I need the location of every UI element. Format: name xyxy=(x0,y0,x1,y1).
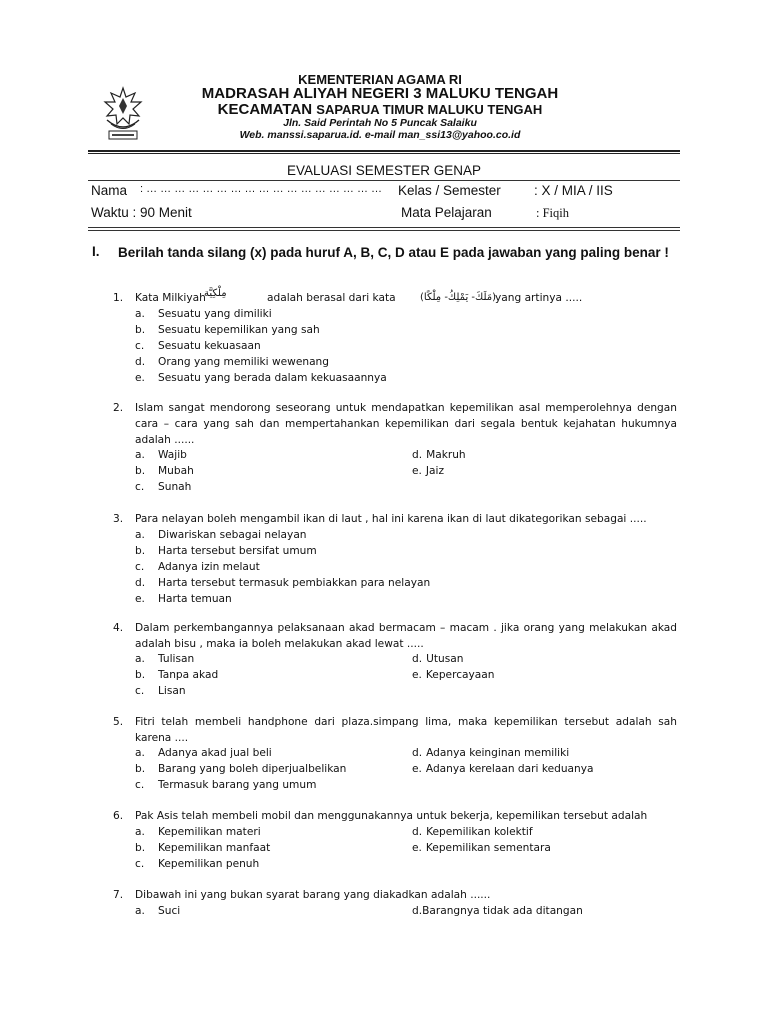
class-value: : X / MIA / IIS xyxy=(534,183,613,198)
option-a[interactable]: a. Tulisan xyxy=(135,653,195,665)
option-b[interactable]: b. Sesuatu kepemilikan yang sah xyxy=(135,324,320,336)
option-d[interactable]: d. Adanya keinginan memiliki xyxy=(412,747,570,759)
option-e[interactable]: e. Kepercayaan xyxy=(412,669,495,681)
option-d[interactable]: d. Kepemilikan kolektif xyxy=(412,826,533,838)
option-a[interactable]: a. Wajib xyxy=(135,449,187,461)
question-stem-start: Kata Milkiyah xyxy=(135,292,206,304)
question-number: 2. xyxy=(113,402,124,414)
subject-label: Mata Pelajaran xyxy=(401,205,492,220)
option-b[interactable]: b. Kepemilikan manfaat xyxy=(135,842,271,854)
option-e[interactable]: e. Harta temuan xyxy=(135,593,232,605)
school-web-email: Web. manssi.saparua.id. e-mail man_ssi13@yahoo.co.id xyxy=(239,129,521,141)
option-c[interactable]: c. Kepemilikan penuh xyxy=(135,858,260,870)
option-a[interactable]: a. Kepemilikan materi xyxy=(135,826,261,838)
exam-title: EVALUASI SEMESTER GENAP xyxy=(286,163,482,178)
option-c[interactable]: c. Adanya izin melaut xyxy=(135,561,260,573)
time-label: Waktu : 90 Menit xyxy=(91,205,192,220)
option-c[interactable]: c. Termasuk barang yang umum xyxy=(135,779,317,791)
option-b[interactable]: b. Mubah xyxy=(135,465,194,477)
option-e[interactable]: e. Adanya kerelaan dari keduanya xyxy=(412,763,594,775)
option-b[interactable]: b. Harta tersebut bersifat umum xyxy=(135,545,317,557)
section-number: I. xyxy=(92,244,100,259)
question-number: 5. xyxy=(113,716,124,728)
option-c[interactable]: c. Sesuatu kekuasaan xyxy=(135,340,261,352)
district-name: SAPARUA TIMUR MALUKU TENGAH xyxy=(316,102,543,117)
subject-value: : Fiqih xyxy=(536,206,569,220)
option-d[interactable]: d. Orang yang memiliki wewenang xyxy=(135,356,330,368)
ministry-name: KEMENTERIAN AGAMA RI xyxy=(298,72,462,87)
question-stem-end: yang artinya ..... xyxy=(495,292,583,304)
arabic-term: مِلْكِيَّة xyxy=(204,288,227,299)
district-line xyxy=(150,101,610,118)
question-number: 7. xyxy=(113,889,124,901)
question-number: 3. xyxy=(113,513,124,525)
kemenag-logo-icon xyxy=(97,86,149,142)
arabic-roots: (مَلَكَ- يَمْلِكُ- مِلْكًا) xyxy=(420,292,497,303)
question-number: 4. xyxy=(113,622,124,634)
name-label: Nama xyxy=(91,183,128,198)
option-e[interactable]: e. Jaiz xyxy=(412,465,445,477)
letterhead-rule-thin xyxy=(88,153,680,154)
letterhead-rule-thick xyxy=(88,150,680,152)
question-number: 1. xyxy=(113,292,124,304)
question-text: Islam sangat mendorong seseorang untuk mendapatkan kepemilikan asal memperolehnya dengan cara – cara yang sah dan mempertahankan kepemilikan dari segala bentuk kejahatan hukumnya adalah ...... xyxy=(135,402,677,446)
option-d[interactable]: d.Barangnya tidak ada ditangan xyxy=(412,905,583,917)
question-text: Fitri telah membeli handphone dari plaza.simpang lima, maka kepemilikan tersebut adalah sah karena .... xyxy=(135,716,677,744)
option-d[interactable]: d. Harta tersebut termasuk pembiakkan para nelayan xyxy=(135,577,431,589)
option-a[interactable]: a. Diwariskan sebagai nelayan xyxy=(135,529,307,541)
option-e[interactable]: e. Kepemilikan sementara xyxy=(412,842,551,854)
option-e[interactable]: e. Sesuatu yang berada dalam kekuasaannya xyxy=(135,372,387,384)
name-field[interactable]: : … … … … … … … … … … … … … … … … … xyxy=(140,183,383,195)
question-number: 6. xyxy=(113,810,124,822)
option-d[interactable]: d. Makruh xyxy=(412,449,466,461)
option-c[interactable]: c. Sunah xyxy=(135,481,192,493)
district-label: KECAMATAN xyxy=(217,101,313,118)
question-text: Para nelayan boleh mengambil ikan di laut , hal ini karena ikan di laut dikategorikan sebagai ..... xyxy=(135,513,647,525)
option-a[interactable]: a. Suci xyxy=(135,905,181,917)
title-rule xyxy=(88,180,680,181)
option-b[interactable]: b. Barang yang boleh diperjualbelikan xyxy=(135,763,347,775)
school-name: MADRASAH ALIYAH NEGERI 3 MALUKU TENGAH xyxy=(201,85,559,102)
question-text: Dibawah ini yang bukan syarat barang yang diakadkan adalah ...... xyxy=(135,889,491,901)
fields-rule-2 xyxy=(88,230,680,231)
option-b[interactable]: b. Tanpa akad xyxy=(135,669,219,681)
school-address: Jln. Said Perintah No 5 Puncak Salaiku xyxy=(283,117,477,129)
section-instruction: Berilah tanda silang (x) pada huruf A, B, C, D atau E pada jawaban yang paling benar ! xyxy=(118,245,669,260)
fields-rule-1 xyxy=(88,227,680,228)
question-text: Dalam perkembangannya pelaksanaan akad bermacam – macam . jika orang yang melakukan akad adalah bisu , maka ia boleh melakukan akad lewat ..... xyxy=(135,622,677,650)
question-stem-middle: adalah berasal dari kata xyxy=(267,292,396,304)
class-label: Kelas / Semester xyxy=(398,183,501,198)
option-d[interactable]: d. Utusan xyxy=(412,653,464,665)
option-c[interactable]: c. Lisan xyxy=(135,685,186,697)
option-a[interactable]: a. Sesuatu yang dimiliki xyxy=(135,308,272,320)
question-text: Pak Asis telah membeli mobil dan menggunakannya untuk bekerja, kepemilikan tersebut adalah xyxy=(135,810,648,822)
option-a[interactable]: a. Adanya akad jual beli xyxy=(135,747,272,759)
